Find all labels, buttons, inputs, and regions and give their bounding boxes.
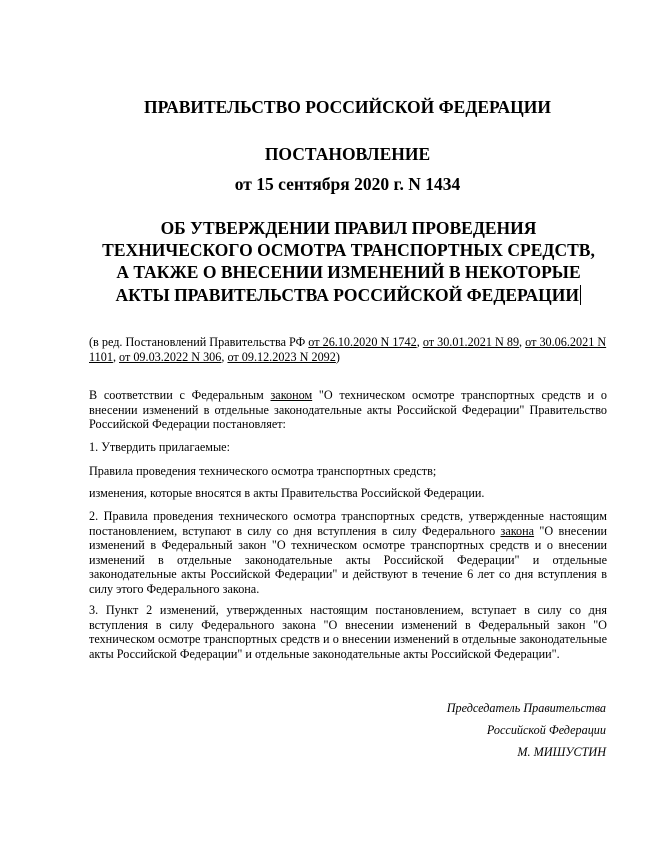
revision-link-4[interactable]: от 09.03.2022 N 306 bbox=[119, 349, 222, 364]
preamble-text: В соответствии с Федеральным bbox=[89, 388, 271, 402]
revision-prefix: (в ред. Постановлений Правительства РФ bbox=[89, 335, 309, 349]
signature-position: Председатель Правительства bbox=[446, 701, 606, 715]
item-1-changes: изменения, которые вносятся в акты Правительства Российской Федерации. bbox=[89, 486, 485, 500]
item-1: 1. Утвердить прилагаемые: bbox=[89, 440, 230, 454]
revision-suffix: ) bbox=[335, 349, 340, 364]
separator: , bbox=[221, 349, 228, 364]
item-2 bbox=[89, 509, 607, 597]
revision-link-5[interactable]: от 09.12.2023 N 2092 bbox=[227, 349, 336, 364]
text-cursor bbox=[580, 285, 582, 305]
government-heading: ПРАВИТЕЛЬСТВО РОССИЙСКОЙ ФЕДЕРАЦИИ bbox=[144, 97, 551, 117]
item-1-rules: Правила проведения технического осмотра транспортных средств; bbox=[89, 464, 437, 478]
document-date-number: от 15 сентября 2020 г. N 1434 bbox=[234, 174, 461, 194]
document-type-heading: ПОСТАНОВЛЕНИЕ bbox=[264, 144, 431, 164]
item-2-text-cont: "О внесении изменений в Федеральный закон "О техническом осмотре транспортных средств и о внесении изменений в отдельные законодательные акты Российской Федерации" и отдельные законодательные акты Российской Федерации" и действуют в течение 6 лет со дня вступления в силу этого Федерального закона. bbox=[89, 523, 607, 596]
preamble-paragraph bbox=[89, 388, 607, 432]
document-title[interactable] bbox=[100, 217, 597, 306]
revision-link-2[interactable]: от 30.01.2021 N 89 bbox=[422, 335, 520, 349]
document-title-text: ОБ УТВЕРЖДЕНИИ ПРАВИЛ ПРОВЕДЕНИЯ ТЕХНИЧЕСКОГО ОСМОТРА ТРАНСПОРТНЫХ СРЕДСТВ, А ТАКЖЕ О ВНЕСЕНИИ ИЗМЕНЕНИЙ В НЕКОТОРЫЕ АКТЫ ПРАВИТЕЛЬСТВА РОССИЙСКОЙ ФЕДЕРАЦИИ bbox=[102, 218, 595, 305]
law-link[interactable]: закона bbox=[500, 523, 535, 538]
item-2-text: 2. Правила проведения технического осмотра транспортных средств, утвержденные настоящим постановлением, вступают в силу со дня вступления в силу Федерального bbox=[89, 509, 607, 538]
signature-country: Российской Федерации bbox=[486, 723, 606, 737]
revision-link-3[interactable]: от 30.06.2021 N 1101 bbox=[89, 335, 607, 364]
separator: , bbox=[112, 349, 120, 364]
item-3: 3. Пункт 2 изменений, утвержденных настоящим постановлением, вступает в силу со дня вступления в силу Федерального закона "О внесении изменений в Федеральный закон "О техническом осмотре транспортных средств и о внесении изменений в отдельные законодательные акты Российской Федерации" и отдельные законодательные акты Российской Федерации". bbox=[89, 603, 607, 661]
preamble-text-cont: "О техническом осмотре транспортных средств и о внесении изменений в отдельные законодательные акты Российской Федерации" Правительство Российской Федерации постановляет: bbox=[89, 388, 607, 432]
separator: , bbox=[519, 335, 526, 349]
signature-name: М. МИШУСТИН bbox=[517, 745, 606, 759]
federal-law-link[interactable]: законом bbox=[270, 388, 313, 402]
separator: , bbox=[416, 335, 423, 349]
revision-link-1[interactable]: от 26.10.2020 N 1742 bbox=[308, 335, 417, 349]
revision-note bbox=[89, 335, 607, 364]
